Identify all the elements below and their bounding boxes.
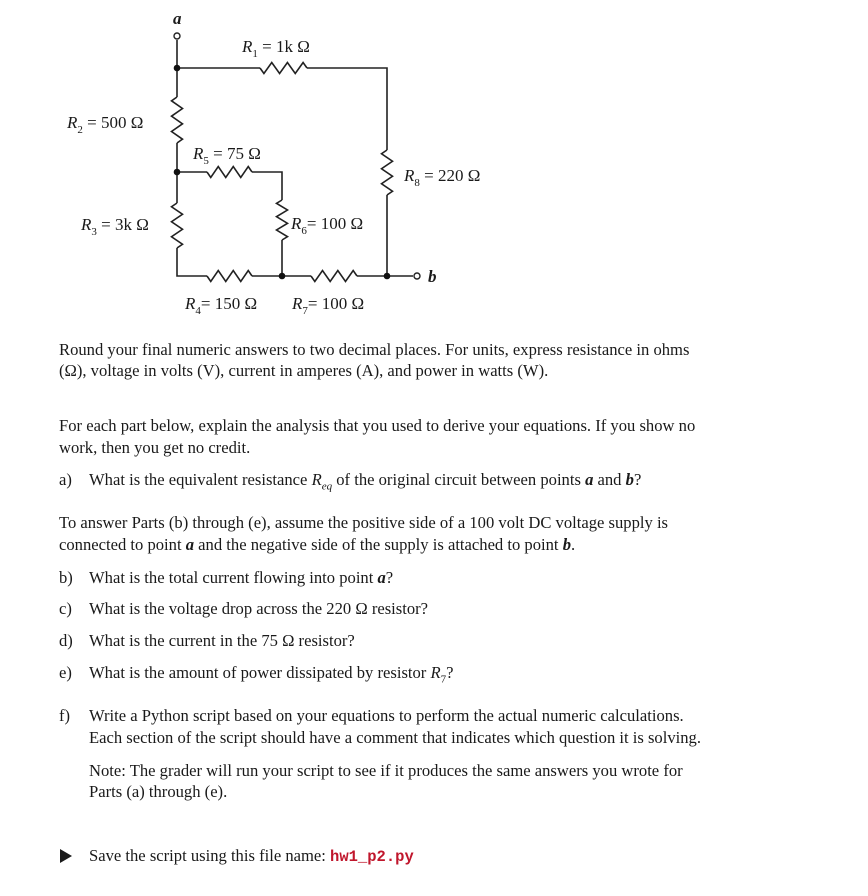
resistor-r4 [207, 271, 252, 282]
resistor-r8 [382, 150, 393, 195]
req-subscript: eq [321, 480, 333, 493]
part-d-label: d) [59, 631, 73, 650]
save-instruction [89, 845, 414, 868]
r3-label: $R_3 = 3k$ Ω [81, 215, 149, 238]
r7-symbol: R [430, 663, 441, 682]
r5-label: $R_5 = 75$ Ω [193, 144, 261, 167]
setup-line-2 [59, 534, 575, 555]
part-f-line-2: Each section of the script should have a comment that indicates which question it is solving. [89, 728, 701, 747]
part-e-question [89, 662, 454, 690]
point-b: b [625, 470, 634, 489]
circuit-diagram [0, 0, 868, 320]
resistor-r2 [172, 97, 183, 143]
part-f-label: f) [59, 706, 71, 725]
junction-dot [174, 65, 181, 72]
text: What is the amount of power dissipated by resistor [89, 663, 431, 682]
text: What is the total current flowing into point [89, 568, 378, 587]
point-a: a [185, 535, 195, 554]
text: ? [446, 663, 454, 682]
grader-note-2: Parts (a) through (e). [89, 782, 228, 801]
resistor-r5 [207, 167, 252, 178]
point-a: a [377, 568, 386, 587]
part-c-label: c) [59, 599, 72, 618]
text: ? [385, 568, 394, 587]
text: . [571, 535, 576, 554]
point-a: a [585, 470, 594, 489]
node-a-label: a [173, 9, 182, 28]
r8-label: $R_8 = 220$ Ω [404, 166, 481, 189]
part-f-line-1: Write a Python script based on your equations to perform the actual numeric calculations. [89, 706, 684, 725]
resistor-r6 [277, 200, 288, 240]
junction-dot [384, 273, 391, 280]
text: ? [633, 470, 642, 489]
text: connected to point [59, 535, 186, 554]
part-b-question [89, 567, 393, 588]
junction-dot [174, 169, 181, 176]
r4-label: $R_4= 150$ Ω [185, 294, 258, 317]
r7-label: $R_7= 100$ Ω [292, 294, 365, 317]
node-b-label: b [428, 267, 437, 286]
explain-instruction-1: For each part below, explain the analysis that you used to derive your equations. If you show no [59, 416, 696, 435]
r6-label: $R_6= 100$ Ω [291, 214, 364, 237]
part-c-question: What is the voltage drop across the 220 Ω resistor? [89, 599, 429, 618]
r2-label: $R_2 = 500$ Ω [67, 113, 144, 136]
grader-note-1: Note: The grader will run your script to see if it produces the same answers you wrote for [89, 761, 683, 780]
triangle-bullet-icon [60, 849, 72, 863]
part-d-question: What is the current in the 75 Ω resistor? [89, 631, 355, 650]
resistor-r1 [260, 63, 307, 74]
explain-instruction-2: work, then you get no credit. [59, 438, 251, 457]
setup-line-1: To answer Parts (b) through (e), assume the positive side of a 100 volt DC voltage supply is [59, 513, 669, 532]
wire [177, 172, 282, 276]
text: What is the equivalent resistance [89, 470, 312, 489]
resistor-r3 [172, 203, 183, 248]
r1-label: $R_1 = 1k$ Ω [242, 37, 310, 60]
text: of the original circuit between points [332, 470, 586, 489]
part-e-label: e) [59, 663, 72, 682]
terminal-a [174, 33, 180, 39]
part-b-label: b) [59, 568, 73, 587]
r7-subscript: 7 [440, 673, 447, 686]
rounding-instruction-2: (Ω), voltage in volts (V), current in amperes (A), and power in watts (W). [59, 361, 549, 380]
text: and the negative side of the supply is attached to point [194, 535, 563, 554]
terminal-b [414, 273, 420, 279]
point-b: b [562, 535, 571, 554]
junction-dot [279, 273, 286, 280]
text: Save the script using this file name: [89, 846, 331, 865]
text: and [593, 470, 626, 489]
rounding-instruction-1: Round your final numeric answers to two decimal places. For units, express resistance in ohms [59, 340, 690, 359]
req-symbol: R [311, 470, 322, 489]
part-a-question [89, 469, 641, 497]
filename: hw1_p2.py [330, 848, 414, 866]
resistor-r7 [311, 271, 357, 282]
part-a-label: a) [59, 470, 72, 489]
